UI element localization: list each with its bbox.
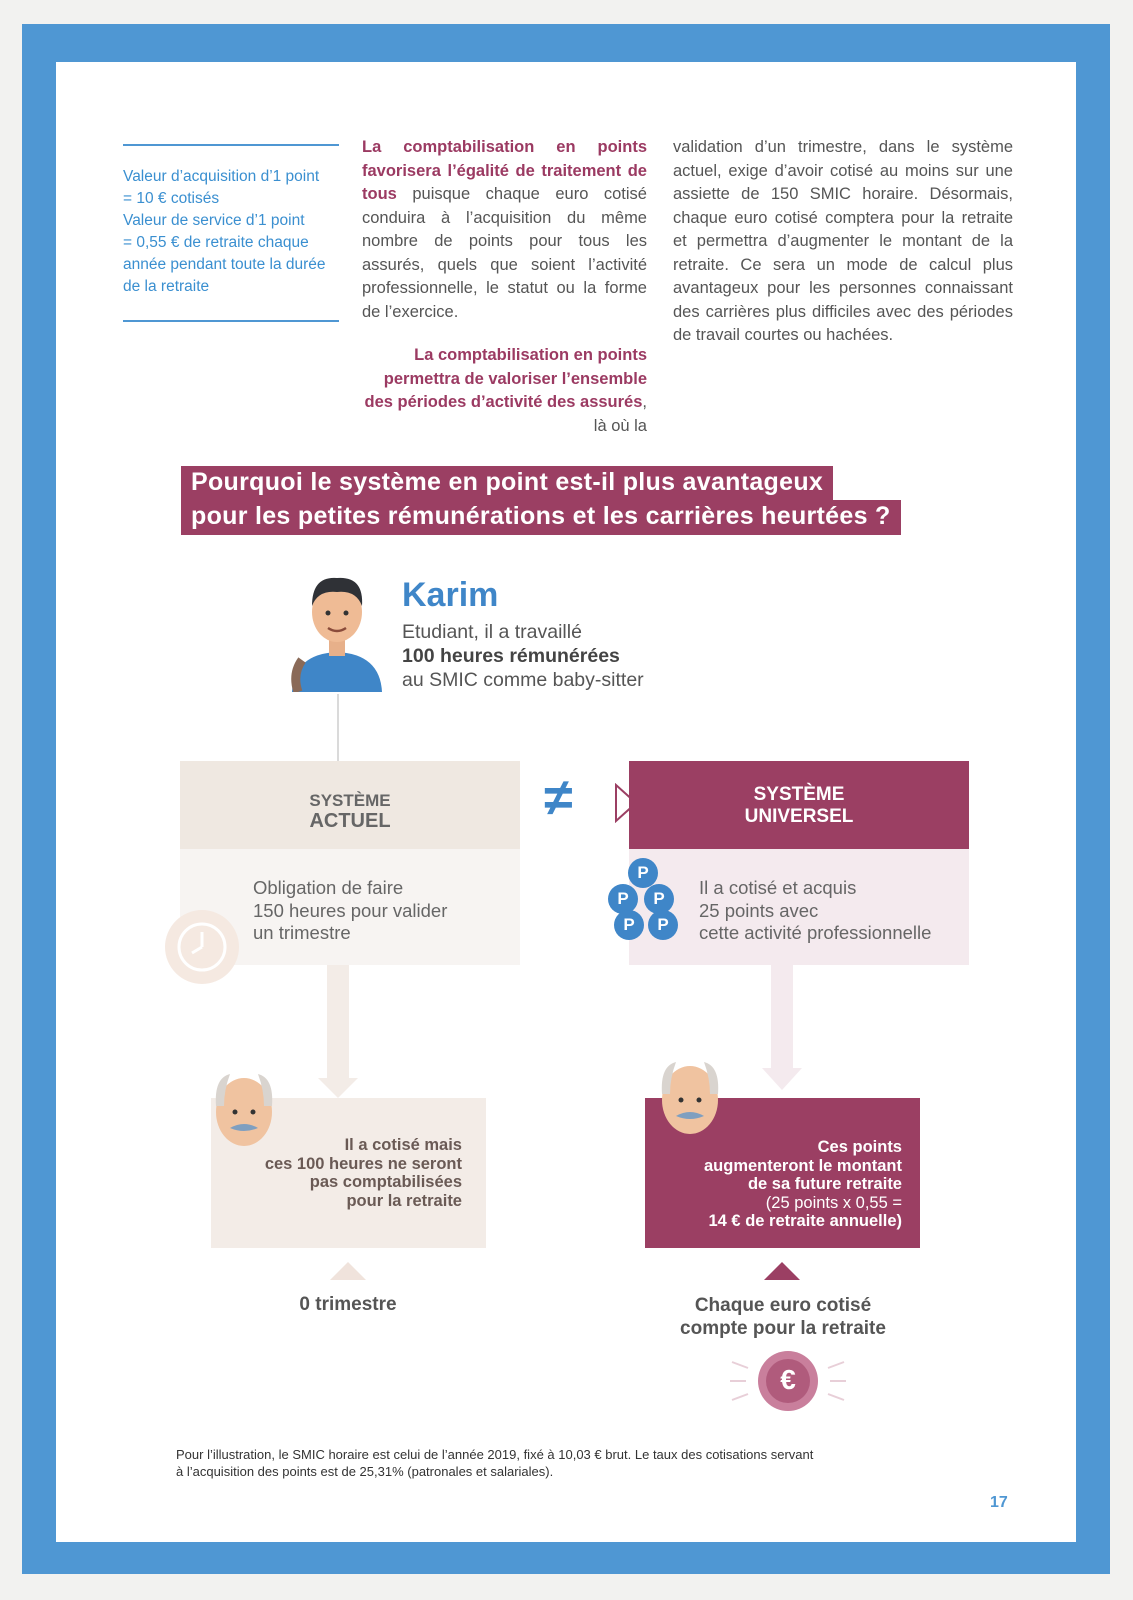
connector-arrow-right	[771, 965, 793, 1070]
result-line: (25 points x 0,55 =	[765, 1193, 902, 1212]
result-line: de sa future retraite	[747, 1175, 902, 1193]
footnote-line: Pour l’illustration, le SMIC horaire est celui de l’année 2019, fixé à 10,03 € brut. Le taux des cotisations servant	[176, 1447, 814, 1462]
point-coin-icon: P	[608, 884, 638, 914]
sidebar-callout	[123, 166, 343, 298]
triangle-up-icon	[330, 1262, 366, 1280]
sidebar-line: Valeur d’acquisition d’1 point	[123, 168, 320, 185]
karim-avatar	[284, 566, 390, 692]
description-line-bold: 100 heures rémunérées	[402, 645, 620, 667]
body-line: 150 heures pour valider	[253, 899, 448, 921]
euro-symbol: €	[780, 1364, 796, 1395]
text-column-3	[673, 136, 1013, 348]
clock-icon	[163, 908, 241, 986]
footnote	[176, 1446, 813, 1480]
header-label: UNIVERSEL	[744, 806, 854, 827]
result-footer-actuel: 0 trimestre	[299, 1294, 397, 1315]
result-line: ces 100 heures ne seront	[264, 1154, 462, 1173]
body-text	[699, 877, 931, 945]
highlight-text: La comptabilisation en points permettra de valoriser l’ensemble des périodes d’activité des assurés	[364, 346, 647, 411]
arrow-down-icon	[318, 1078, 358, 1098]
result-text	[704, 1138, 902, 1231]
sidebar-line: année pendant toute la durée	[123, 256, 326, 273]
result-line: 14 € de retraite annuelle)	[708, 1212, 902, 1230]
not-equal-icon: ≠	[544, 769, 573, 827]
header-label: ACTUEL	[309, 810, 391, 832]
body-line: 25 points avec	[699, 899, 819, 921]
banner-heading-line-1: Pourquoi le système en point est-il plus avantageux	[181, 466, 833, 501]
connector-arrow-left	[327, 965, 349, 1085]
result-line: augmenteront le montant	[703, 1156, 902, 1175]
header-label: SYSTÈME	[753, 784, 845, 805]
point-coin-icon: P	[648, 910, 678, 940]
paragraph	[362, 344, 647, 438]
description-line: Etudiant, il a travaillé	[402, 621, 582, 643]
footnote-line: à l’acquisition des points est de 25,31% (patronales et salariales).	[176, 1464, 554, 1479]
footer-line: compte pour la retraite	[680, 1318, 886, 1339]
elderly-man-avatar	[208, 1060, 280, 1152]
points-cluster-icon	[604, 858, 684, 958]
connector-line	[337, 694, 339, 762]
person-description	[402, 620, 644, 692]
sidebar-line: = 10 € cotisés	[123, 190, 220, 207]
sidebar-top-rule	[123, 144, 339, 146]
body-text	[253, 877, 447, 945]
body-line: cette activité professionnelle	[699, 922, 932, 943]
footer-line: Chaque euro cotisé	[694, 1295, 872, 1316]
header-label: SYSTÈME	[309, 791, 391, 810]
result-line: Ces points	[817, 1138, 902, 1156]
body-text: , là où la	[593, 393, 647, 435]
person-name: Karim	[402, 576, 499, 614]
description-line: au SMIC comme baby-sitter	[402, 669, 644, 691]
page-number: 17	[990, 1494, 1008, 1511]
point-coin-icon: P	[628, 858, 658, 888]
result-line: Il a cotisé mais	[344, 1136, 462, 1154]
sidebar-line: Valeur de service d’1 point	[123, 212, 305, 229]
banner-heading-line-2: pour les petites rémunérations et les carrières heurtées ?	[181, 500, 901, 535]
sidebar-line: = 0,55 € de retraite chaque	[123, 234, 309, 251]
triangle-up-icon	[764, 1262, 800, 1280]
paragraph	[362, 136, 647, 324]
sidebar-line: de la retraite	[123, 278, 210, 295]
system-actuel-header	[180, 761, 520, 849]
text-column-2	[362, 136, 647, 438]
body-line: Il a cotisé et acquis	[699, 877, 857, 898]
point-coin-icon: P	[644, 884, 674, 914]
arrow-down-icon	[762, 1068, 802, 1090]
elderly-man-avatar	[654, 1048, 726, 1140]
result-footer-universel	[640, 1294, 926, 1340]
result-line: pour la retraite	[346, 1191, 462, 1210]
sidebar-bottom-rule	[123, 320, 339, 322]
body-line: Obligation de faire	[253, 877, 404, 898]
point-coin-icon: P	[614, 910, 644, 940]
result-line: pas comptabilisées	[309, 1173, 462, 1191]
paragraph: validation d’un trimestre, dans le système actuel, exige d’avoir cotisé au moins sur une assiette de 150 SMIC horaire. Désormais, chaque euro cotisé comptera pour la retraite et permettra d’augmenter le montant de la retraite. Ce sera un mode de calcul plus avantageux pour les personnes connaissant des carrières plus difficiles avec des périodes de travail courtes ou hachées.	[673, 138, 1013, 344]
body-line: un trimestre	[253, 922, 351, 943]
result-text	[265, 1136, 462, 1210]
body-text: puisque chaque euro cotisé conduira à l’acquisition du même nombre de points pour tous les assurés, quels que soient l’activité professionnelle, le statut ou la forme de l’exercice.	[362, 185, 647, 321]
highlight-text: La comptabilisation en points favorisera l’égalité de traitement de tous	[362, 138, 647, 203]
system-universel-header	[629, 761, 969, 849]
